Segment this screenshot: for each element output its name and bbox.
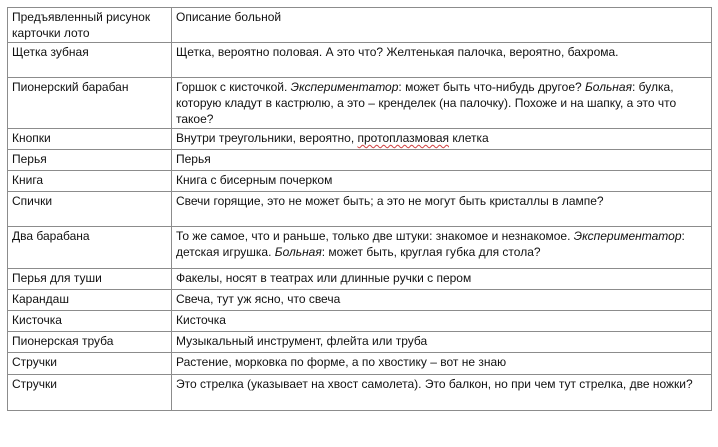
description-text: Свеча, тут уж ясно, что свеча [176,292,341,306]
description-cell [172,43,712,78]
picture-cell: Пионерский барабан [8,78,172,129]
picture-cell: Перья для туши [8,269,172,290]
table-row [8,43,712,78]
description-cell [172,150,712,171]
description-text: Свечи горящие, это не может быть; а это не могут быть кристаллы в лампе? [176,194,604,208]
speaker-label-patient: Больная [274,245,322,259]
description-text: То же самое, что и раньше, только две штуки: знакомое и незнакомое. [176,229,574,243]
description-cell [172,311,712,332]
spellcheck-marked-word: протоплазмовая [357,131,449,145]
table-row [8,375,712,411]
table-row [8,290,712,311]
table-row [8,78,712,129]
description-text: : может быть, круглая губка для стола? [321,245,541,259]
table-row [8,353,712,375]
description-cell [172,171,712,192]
description-cell [172,78,712,129]
table-row [8,129,712,150]
description-text: : может быть что-нибудь другое? [398,80,585,94]
speaker-label-patient: Больная [585,80,632,94]
description-cell [172,129,712,150]
table-row [8,227,712,269]
picture-cell: Карандаш [8,290,172,311]
speaker-label-experimenter: Экспериментатор [290,80,399,94]
description-text: Факелы, носят в театрах или длинные ручки с пером [176,271,472,285]
table-row [8,150,712,171]
description-text: Горшок с кисточкой. [176,80,291,94]
description-text: клетка [449,131,489,145]
picture-cell: Два барабана [8,227,172,269]
description-cell [172,227,712,269]
description-text: Кисточка [176,313,226,327]
header-picture-cell: Предъявленный рисунок карточки лото [8,8,172,43]
description-text: Книга с бисерным почерком [176,173,333,187]
picture-cell: Кисточка [8,311,172,332]
description-cell [172,290,712,311]
picture-cell: Пионерская труба [8,332,172,353]
description-text: : булка, которую кладут в кастрюлю, а это – кренделек (на палочку). Похоже и на шапку, а это что такое? [176,80,677,126]
picture-cell: Книга [8,171,172,192]
description-text: Это стрелка (указывает на хвост самолета). Это балкон, но при чем тут стрелка, две ножки? [176,377,693,391]
description-text: Музыкальный инструмент, флейта или труба [176,334,428,348]
description-text: Растение, морковка по форме, а по хвостику – вот не знаю [176,355,507,369]
table-header-row [8,8,712,43]
picture-cell: Щетка зубная [8,43,172,78]
description-text: Внутри треугольники, вероятно, [176,131,358,145]
description-cell [172,192,712,227]
protocol-table [7,7,712,411]
description-cell [172,332,712,353]
description-cell [172,375,712,411]
table-row [8,311,712,332]
picture-cell: Перья [8,150,172,171]
description-cell [172,269,712,290]
description-text: Перья [176,152,211,166]
picture-cell: Кнопки [8,129,172,150]
speaker-label-experimenter: Экспериментатор [573,229,682,243]
description-text: Щетка, вероятно половая. А это что? Желтенькая палочка, вероятно, бахрома. [176,45,619,59]
table-row [8,332,712,353]
table-row [8,269,712,290]
description-cell [172,353,712,375]
table-row [8,192,712,227]
picture-cell: Стручки [8,353,172,375]
picture-cell: Стручки [8,375,172,411]
table-row [8,171,712,192]
picture-cell: Спички [8,192,172,227]
header-description-cell: Описание больной [172,8,712,43]
description-text: : детская игрушка. [176,229,685,259]
